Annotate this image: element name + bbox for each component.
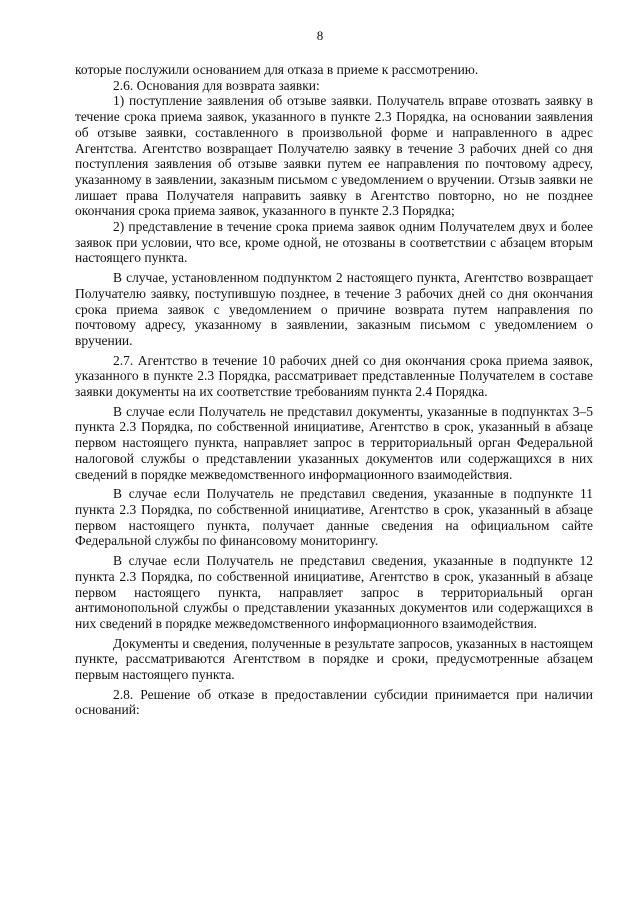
paragraph: В случае если Получатель не представил сведения, указанные в подпункте 11 пункта 2.3 Порядка, по собственной инициативе, Агентство в срок, указанный в абзаце первом настоящего пункта, получает данные сведения на официальном сайте Федеральной службы по финансовому мониторингу.	[75, 486, 593, 549]
paragraph: 1) поступление заявления об отзыве заявки. Получатель вправе отозвать заявку в течение срока приема заявок, указанного в пункте 2.3 Порядка, на основании заявления об отзыве заявки, составленного в произвольной форме и направленного в адрес Агентства. Агентство возвращает Получателю заявку в течение 3 рабочих дней со дня поступления заявления об отзыве заявки путем ее направления по почтовому адресу, указанному в заявлении, заказным письмом с уведомлением о вручении. Отзыв заявки не лишает права Получателя направить заявку в Агентство повторно, но не позднее окончания срока приема заявок, указанного в пункте 2.3 Порядка;	[75, 93, 593, 219]
paragraph: 2) представление в течение срока приема заявок одним Получателем двух и более заявок при условии, что все, кроме одной, не отозваны в соответствии с абзацем вторым настоящего пункта.	[75, 219, 593, 266]
page-number: 8	[316, 28, 324, 43]
paragraph: 2.6. Основания для возврата заявки:	[113, 77, 320, 93]
paragraph: В случае, установленном подпунктом 2 настоящего пункта, Агентство возвращает Получателю заявку, поступившую позднее, в течение 3 рабочих дней со дня окончания срока приема заявок с уведомлением о причине возврата путем направления по почтовому адресу, указанному в заявлении, заказным письмом с уведомлением о вручении.	[75, 270, 593, 348]
paragraph: Документы и сведения, полученные в результате запросов, указанных в настоящем пункте, рассматриваются Агентством в порядке и сроки, предусмотренные абзацем первым настоящего пункта.	[75, 635, 593, 683]
paragraph: 2.8. Решение об отказе в предоставлении субсидии принимается при наличии оснований:	[75, 686, 593, 718]
paragraph: 2.7. Агентство в течение 10 рабочих дней со дня окончания срока приема заявок, указанного в пункте 2.3 Порядка, рассматривает представленные Получателем в составе заявки документы на их соответствие требованиям пункта 2.4 Порядка.	[75, 352, 593, 400]
paragraph: которые послужили основанием для отказа в приеме к рассмотрению.	[75, 62, 479, 77]
paragraph: В случае если Получатель не представил сведения, указанные в подпункте 12 пункта 2.3 Порядка, по собственной инициативе, Агентство в срок, указанный в абзаце первом настоящего пункта, направляет запрос в территориальный орган антимонопольной службы о представлении указанных документов или содержащихся в них сведений в порядке межведомственного информационного взаимодействия.	[75, 553, 593, 631]
paragraph: В случае если Получатель не представил документы, указанные в подпунктах 3–5 пункта 2.3 Порядка, по собственной инициативе, Агентство в срок, указанный в абзаце первом настоящего пункта, направляет запрос в территориальный орган Федеральной налоговой службы о представлении указанных документов или содержащихся в них сведений в порядке межведомственного информационного взаимодействия.	[75, 403, 593, 482]
document-body	[75, 62, 593, 718]
